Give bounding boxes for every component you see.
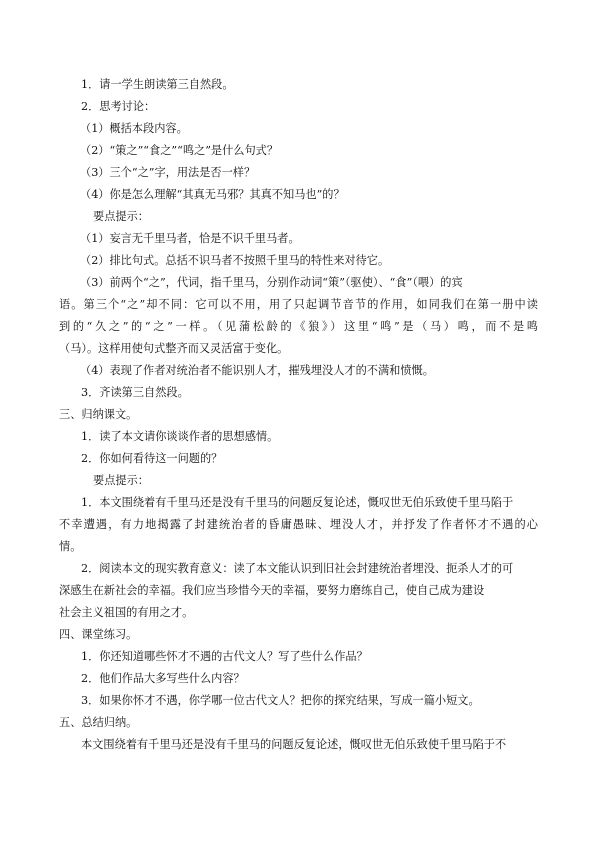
question-2: （2）“策之”“食之”“鸣之”是什么句式？ <box>80 144 279 157</box>
step-read-together: 3．齐读第三自然段。 <box>81 386 189 399</box>
answer-4: （4）表现了作者对统治者不能识别人才，摧残埋没人才的不满和愤慨。 <box>80 364 434 377</box>
exercise-2: 2．他们作品大多写些什么内容？ <box>81 672 245 685</box>
point-2-line-1: 2．阅读本文的现实教育意义：读了本文能认识到旧社会封建统治者埋没、扼杀人才的可 <box>81 562 514 575</box>
section-3-heading: 三、归纳课文。 <box>59 408 138 421</box>
point-1-line-3: 情。 <box>59 540 82 553</box>
exercise-3: 3．如果你怀才不遇，你学哪一位古代文人？把你的探究结果，写成一篇小短文。 <box>81 694 480 707</box>
point-2-line-2: 深感生在新社会的幸福。我们应当珍惜今天的幸福，要努力磨练自己，使自己成为建设 <box>59 584 485 597</box>
section-5-heading: 五、总结归纳。 <box>59 716 138 729</box>
answer-3-line-2: 语。第三个“之”却不同：它可以不用，用了只起调节音节的作用，如同我们在第一册中读 <box>59 298 538 311</box>
answer-3-line-1: （3）前两个“之”，代词，指千里马，分别作动词“策”（驱使）、“食”（喂）的宾 <box>80 276 463 289</box>
summary-line-1: 本文围绕着有千里马还是没有千里马的问题反复论述，慨叹世无伯乐致使千里马陷于不 <box>81 738 507 751</box>
step-discussion: 2．思考讨论： <box>81 100 156 113</box>
point-1-line-1: 1．本文围绕着有千里马还是没有千里马的问题反复论述，慨叹世无伯乐致使千里马陷于 <box>81 496 514 509</box>
answer-2: （2）排比句式。总括不识马者不按照千里马的特性来对待它。 <box>80 254 390 267</box>
question-1: （1）概括本段内容。 <box>80 122 188 135</box>
section-3-item-2: 2．你如何看待这一问题的？ <box>81 452 223 465</box>
exercise-1: 1．你还知道哪些怀才不遇的古代文人？写了些什么作品？ <box>81 650 368 663</box>
section-4-heading: 四、课堂练习。 <box>59 628 138 641</box>
point-2-line-3: 社会主义祖国的有用之才。 <box>59 606 194 619</box>
key-points-heading-2: 要点提示： <box>93 474 149 487</box>
answer-1: （1）妄言无千里马者，恰是不识千里马者。 <box>80 232 300 245</box>
question-4: （4）你是怎么理解“其真无马邪？其真不知马也”的？ <box>80 188 345 201</box>
step-read-aloud: 1．请一学生朗读第三自然段。 <box>81 78 234 91</box>
answer-3-line-3: 到的“久之”的“之”一样。（见蒲松龄的《狼》）这里“鸣”是（马）鸣，而不是鸣 <box>59 320 538 333</box>
answer-3-line-4: （马）。这样用使句式整齐而又灵活富于变化。 <box>59 342 289 355</box>
key-points-heading: 要点提示： <box>93 210 149 223</box>
point-1-line-2: 不幸遭遇，有力地揭露了封建统治者的昏庸愚昧、埋没人才，并抒发了作者怀才不遇的心 <box>59 518 538 531</box>
question-3: （3）三个“之”字，用法是否一样？ <box>80 166 256 179</box>
section-3-item-1: 1．读了本文请你谈谈作者的思想感情。 <box>81 430 279 443</box>
